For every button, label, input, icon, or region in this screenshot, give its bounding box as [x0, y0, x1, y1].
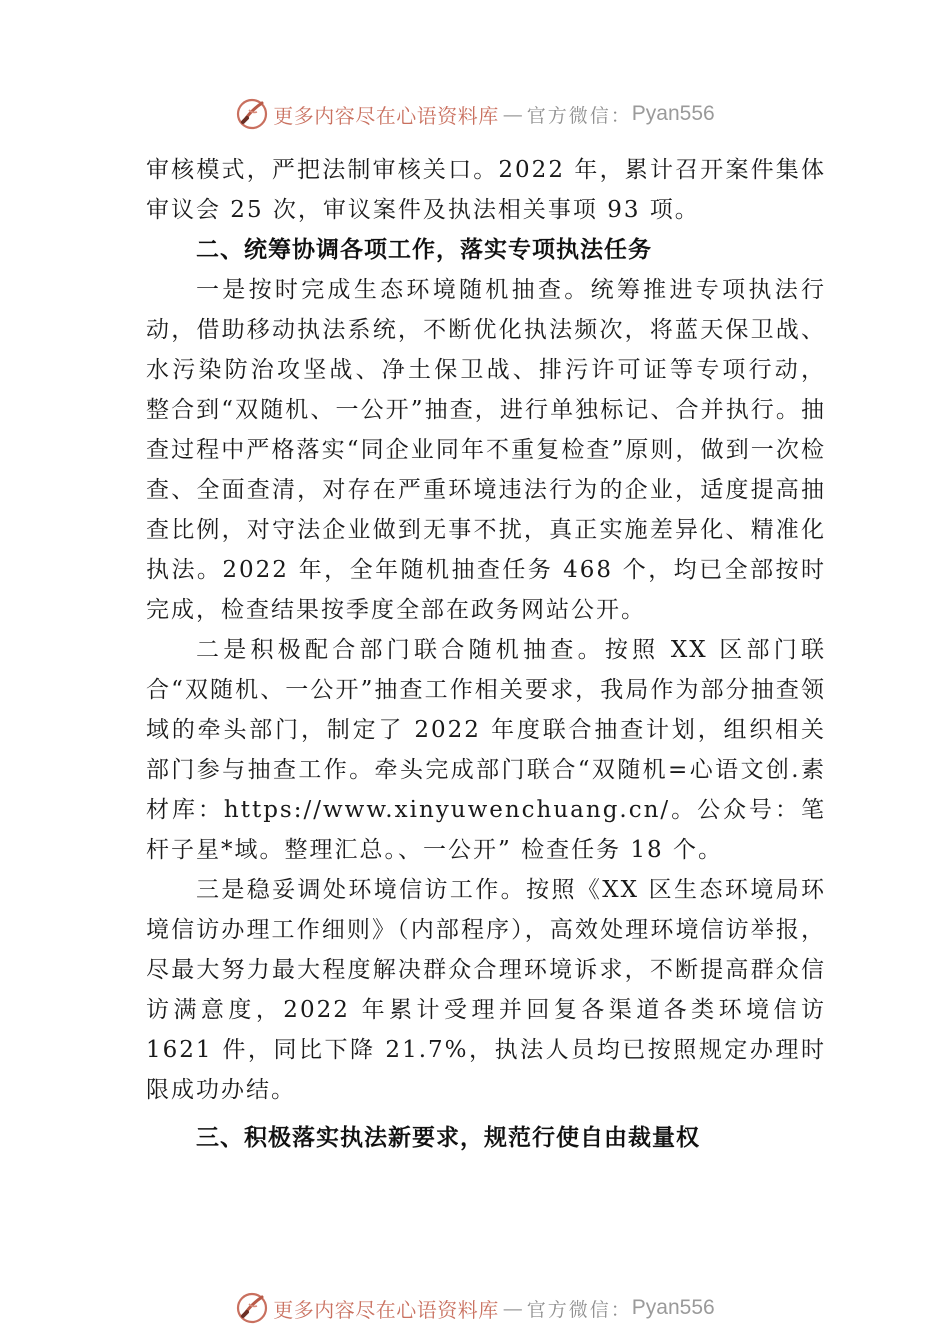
- document-body: [146, 150, 826, 1158]
- section-heading-2: 二、统筹协调各项工作，落实专项执法任务: [196, 237, 652, 263]
- watermark-official: 官方微信：: [526, 1298, 632, 1321]
- paragraph-random-inspection: 一是按时完成生态环境随机抽查。统筹推进专项执法行动，借助移动执法系统，不断优化执法频次，将蓝天保卫战、水污染防治攻坚战、净土保卫战、排污许可证等专项行动， 整合到“双随机、一公开”抽查，进行单独标记、合并执行。抽查过程中严格落实“同企业同年不重复检查”原则，做到一次检查、全面查清，对存在严重环境违法行为的企业，适度提高抽查比例，对守法企业做到无事不扰，真正实施差异化、精准化执法。2022 年，全年随机抽查任务 468 个，均已全部按时完成，检查结果按季度全部在政务网站公开。: [146, 277, 826, 623]
- watermark-dash: —: [502, 1296, 523, 1320]
- paragraph-petition-handling: 三是稳妥调处环境信访工作。按照《XX 区生态环境局环境信访办理工作细则》（内部程序），高效处理环境信访举报，尽最大努力最大程度解决群众合理环境诉求，不断提高群众信访满意度，2022 年累计受理并回复各渠道各类环境信访 1621 件，同比下降 21.7%，执法人员均已按照规定办理时限成功办结。: [146, 877, 826, 1103]
- watermark-wechat-id: Pyan556: [631, 102, 715, 125]
- watermark-header: [0, 94, 950, 134]
- watermark-wechat-id: Pyan556: [631, 1296, 715, 1319]
- watermark-brand: 更多内容尽在心语资料库: [273, 1297, 499, 1322]
- brush-logo-icon: [235, 97, 269, 131]
- watermark-footer: [0, 1288, 950, 1328]
- watermark-official: 官方微信：: [526, 104, 632, 127]
- paragraph-intro: 审核模式，严把法制审核关口。2022 年，累计召开案件集体审议会 25 次，审议案件及执法相关事项 93 项。: [146, 157, 826, 223]
- section-heading-3: 三、积极落实执法新要求，规范行使自由裁量权: [196, 1125, 700, 1151]
- watermark-dash: —: [502, 102, 523, 126]
- paragraph-joint-inspection: 二是积极配合部门联合随机抽查。按照 XX 区部门联合“双随机、一公开”抽查工作相关要求，我局作为部分抽查领域的牵头部门，制定了 2022 年度联合抽查计划，组织相关部门参与抽查工作。牵头完成部门联合“双随机=心语文创.素材库：https://www.xinyuwenchuang.cn/。公众号：笔杆子星*域。整理汇总。、一公开” 检查任务 18 个。: [146, 637, 826, 863]
- brush-logo-icon: [235, 1291, 269, 1325]
- watermark-brand: 更多内容尽在心语资料库: [273, 103, 499, 128]
